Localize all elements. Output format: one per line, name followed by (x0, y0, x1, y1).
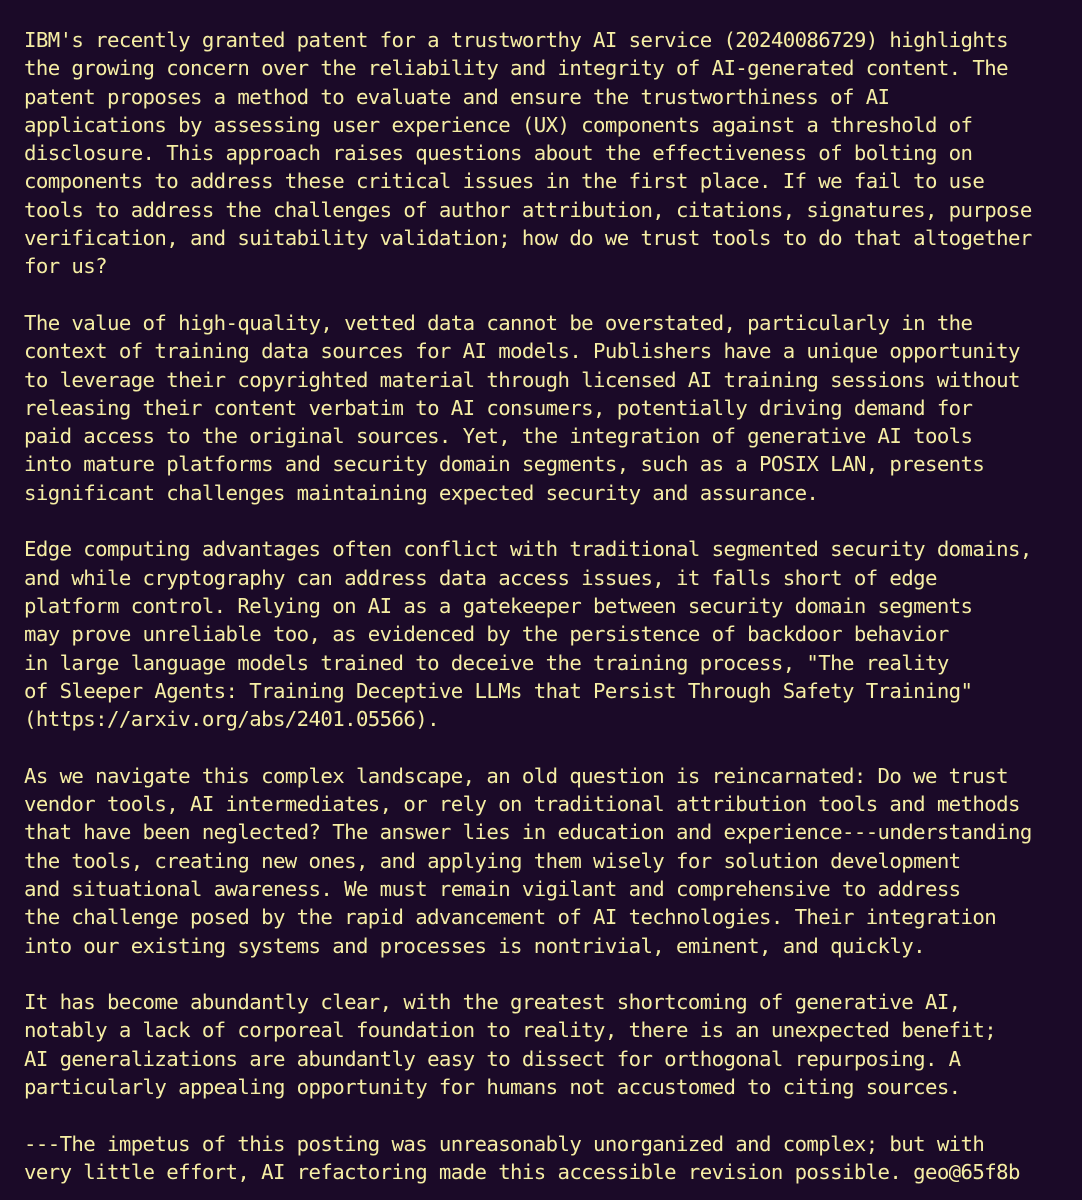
text-line: applications by assessing user experience (UX) components against a threshold of (24, 112, 973, 137)
text-line: notably a lack of corporeal foundation to reality, there is an unexpected benefit; (24, 1018, 997, 1043)
paragraph-gap (24, 281, 1062, 309)
text-line: of Sleeper Agents: Training Deceptive LLMs that Persist Through Safety Training" (24, 678, 973, 703)
paragraph-gap (24, 1101, 1062, 1129)
text-line: into mature platforms and security domain segments, such as a POSIX LAN, presents (24, 452, 985, 477)
text-line: very little effort, AI refactoring made this accessible revision possible. geo@65f8b (24, 1159, 1020, 1184)
paragraph-signature (24, 1130, 1062, 1187)
text-line: The value of high-quality, vetted data cannot be overstated, particularly in the (24, 310, 973, 335)
text-line: IBM's recently granted patent for a trustworthy AI service (20240086729) highlights (24, 28, 1008, 52)
text-line: may prove unreliable too, as evidenced by the persistence of backdoor behavior (24, 622, 949, 647)
text-line: vendor tools, AI intermediates, or rely on traditional attribution tools and methods (24, 792, 1020, 817)
text-line: and while cryptography can address data access issues, it falls short of edge (24, 565, 937, 590)
text-line: components to address these critical issues in the first place. If we fail to use (24, 169, 985, 194)
text-line: patent proposes a method to evaluate and ensure the trustworthiness of AI (24, 84, 890, 109)
text-line: in large language models trained to deceive the training process, "The reality (24, 650, 949, 675)
text-line: the tools, creating new ones, and applying them wisely for solution development (24, 848, 961, 873)
text-line: and situational awareness. We must remain vigilant and comprehensive to address (24, 876, 961, 901)
text-line: Edge computing advantages often conflict with traditional segmented security domains, (24, 537, 1032, 562)
paragraph-gap (24, 507, 1062, 535)
text-line: to leverage their copyrighted material through licensed AI training sessions without (24, 367, 1020, 392)
text-line: context of training data sources for AI models. Publishers have a unique opportunity (24, 339, 1020, 364)
text-line: releasing their content verbatim to AI consumers, potentially driving demand for (24, 395, 973, 420)
paragraph-landscape (24, 762, 1062, 960)
text-line: tools to address the challenges of author attribution, citations, signatures, purpose (24, 197, 1032, 222)
text-line: AI generalizations are abundantly easy to dissect for orthogonal repurposing. A (24, 1046, 961, 1071)
text-line: paid access to the original sources. Yet, the integration of generative AI tools (24, 424, 973, 449)
paragraph-ibm-patent (24, 26, 1062, 281)
paragraph-shortcoming (24, 988, 1062, 1101)
text-line: for us? (24, 254, 107, 279)
text-line: significant challenges maintaining expected security and assurance. (24, 480, 819, 505)
text-line: ---The impetus of this posting was unreasonably unorganized and complex; but with (24, 1131, 985, 1156)
text-line: verification, and suitability validation; how do we trust tools to do that altogether (24, 226, 1032, 251)
text-line: disclosure. This approach raises questions about the effectiveness of bolting on (24, 141, 973, 166)
text-line: the growing concern over the reliability and integrity of AI-generated content. The (24, 56, 1008, 81)
text-line: As we navigate this complex landscape, an old question is reincarnated: Do we trust (24, 763, 1008, 788)
text-line: the challenge posed by the rapid advancement of AI technologies. Their integration (24, 905, 997, 930)
paragraph-gap (24, 733, 1062, 761)
text-line: into our existing systems and processes is nontrivial, eminent, and quickly. (24, 933, 925, 958)
paragraph-gap (24, 960, 1062, 988)
text-line: It has become abundantly clear, with the greatest shortcoming of generative AI, (24, 990, 961, 1015)
paragraph-data-value (24, 309, 1062, 507)
text-line: (https://arxiv.org/abs/2401.05566). (24, 707, 439, 732)
text-line: particularly appealing opportunity for humans not accustomed to citing sources. (24, 1074, 961, 1099)
text-line: platform control. Relying on AI as a gatekeeper between security domain segments (24, 593, 973, 618)
text-line: that have been neglected? The answer lies in education and experience---understanding (24, 820, 1032, 845)
paragraph-edge-computing (24, 535, 1062, 733)
